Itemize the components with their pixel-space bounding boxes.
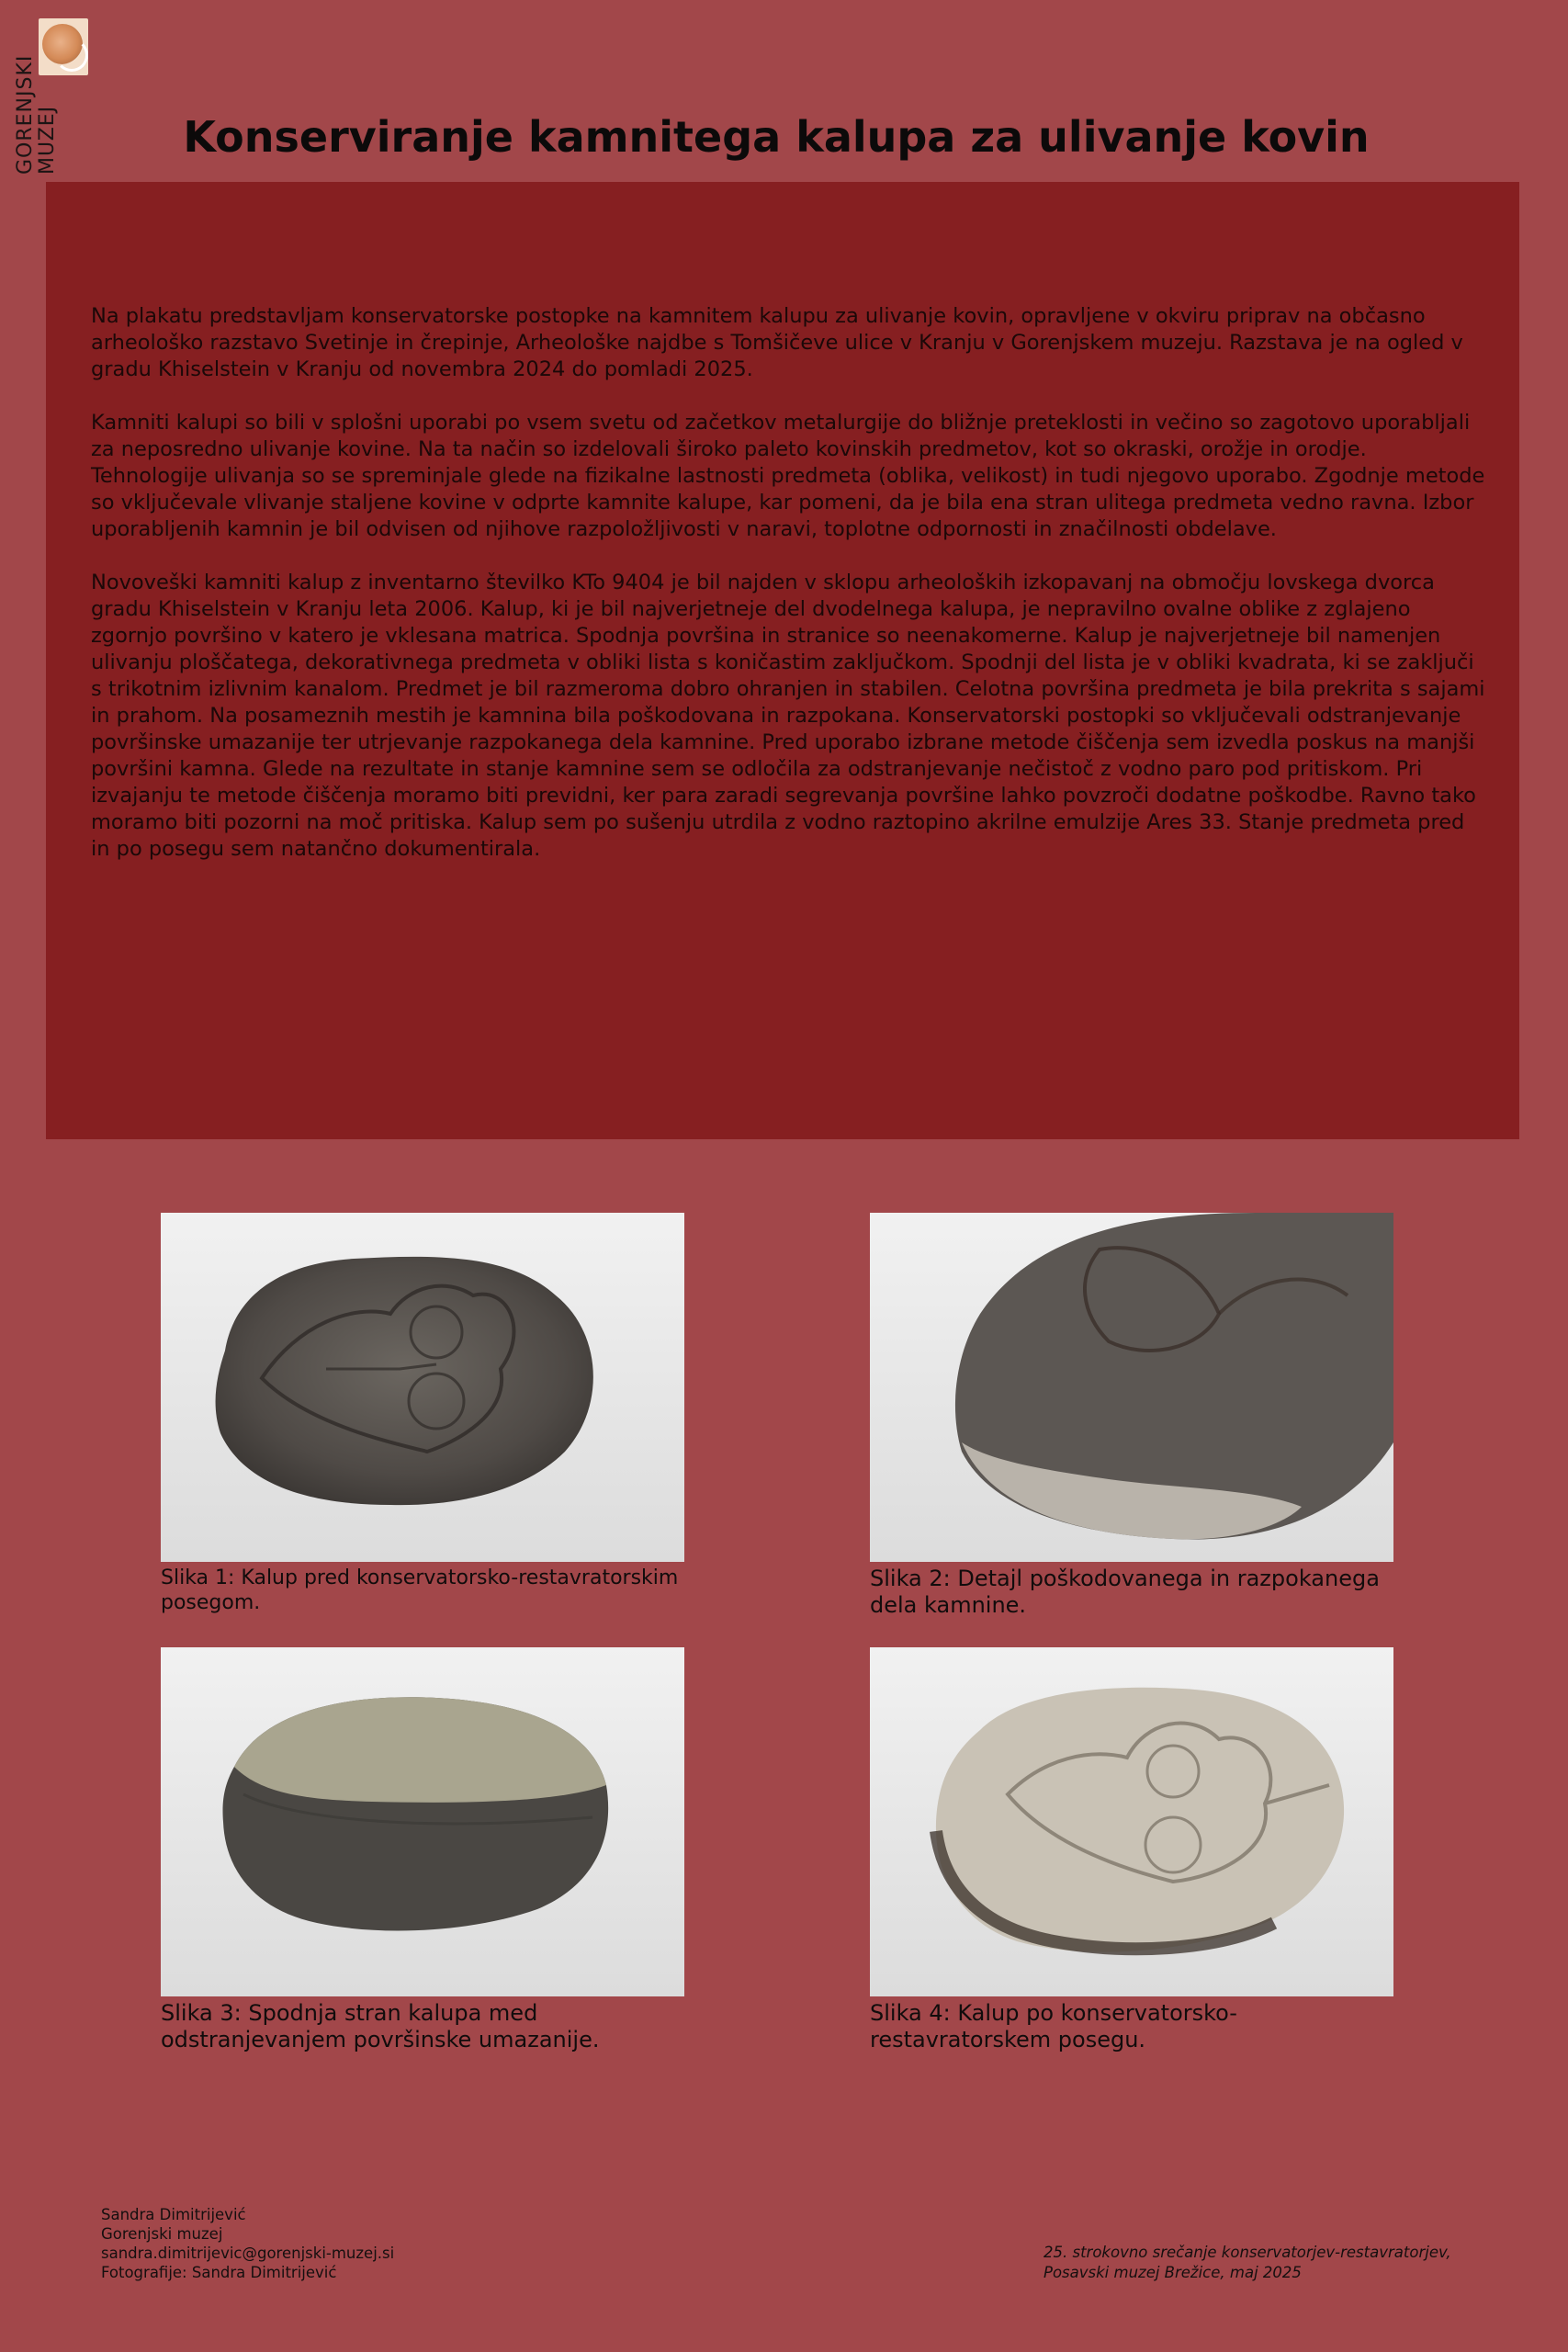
figure-2-photo — [870, 1213, 1393, 1562]
figure-3-photo — [161, 1647, 684, 1996]
intro-text — [91, 303, 1487, 889]
event-info — [1043, 2243, 1451, 2283]
intro-paragraph: Novoveški kamniti kalup z inventarno številko KTo 9404 je bil najden v sklopu arheoloških izkopavanj na območju lovskega dvorca gradu Khiselstein v Kranju leta 2006. Kalup, ki je bil najverjetneje del dvodelnega kalupa, je nepravilno ovalne oblike z zglajeno zgornjo površino v katero je vklesana matrica. Spodnja površina in stranice so neenakomerne. Kalup je najverjetneje bil namenjen ulivanju ploščatega, dekorativnega predmeta v obliki lista s koničastim zaključkom. Spodnji del lista je v obliki kvadrata, ki se zaključi s trikotnim izlivnim kanalom. Predmet je bil razmeroma dobro ohranjen in stabilen. Celotna površina predmeta je bila prekrita s sajami in prahom. Na posameznih mestih je kamnina bila poškodovana in razpokana. Konservatorski postopki so vključevali odstranjevanje površinske umazanije ter utrjevanje razpokanega dela kamnine. Pred uporabo izbrane metode čiščenja sem izvedla poskus na manjši površini kamna. Glede na rezultate in stanje kamnine sem se odločila za odstranjevanje nečistoč z vodno paro pod pritiskom. Pri izvajanju te metode čiščenja moramo biti previdni, ker para zaradi segrevanja površine lahko povzroči dodatne poškodbe. Ravno tako moramo biti pozorni na moč pritiska. Kalup sem po sušenju utrdila z vodno raztopino akrilne emulzije Ares 33. Stanje predmeta pred in po posegu sem natančno dokumentirala. — [91, 571, 1485, 861]
intro-paragraph: Na plakatu predstavljam konservatorske postopke na kamnitem kalupu za ulivanje kovin, opravljene v okviru priprav na občasno arheološko razstavo Svetinje in črepinje, Arheološke najdbe s Tomšičeve ulice v Kranju v Gorenjskem muzeju. Razstava je na ogled v gradu Khiselstein v Kranju od novembra 2024 do pomladi 2025. — [91, 304, 1463, 381]
figure-1-photo — [161, 1213, 684, 1562]
figure-4-photo — [870, 1647, 1393, 1996]
figure-1-caption: Slika 1: Kalup pred konservatorsko-restavratorskim posegom. — [161, 1566, 679, 1614]
figure-4-caption: Slika 4: Kalup po konservatorsko-restavratorskem posegu. — [870, 2000, 1237, 2052]
figure-3-caption: Slika 3: Spodnja stran kalupa med odstranjevanjem površinske umazanije. — [161, 2000, 600, 2052]
photo-credit: Fotografije: Sandra Dimitrijević — [101, 2264, 337, 2281]
logo-line-2: MUZEJ — [36, 105, 59, 175]
event-line-1: 25. strokovno srečanje konservatorjev-restavratorjev, — [1043, 2244, 1451, 2261]
author-email: sandra.dimitrijevic@gorenjski-muzej.si — [101, 2245, 395, 2262]
poster-title: Konserviranje kamnitega kalupa za ulivanje kovin — [183, 112, 1370, 162]
event-line-2: Posavski muzej Brežice, maj 2025 — [1043, 2264, 1302, 2281]
intro-paragraph: Kamniti kalupi so bili v splošni uporabi po vsem svetu od začetkov metalurgije do bližnje preteklosti in večino so zagotovo uporabljali za neposredno ulivanje kovine. Na ta način so izdelovali široko paleto kovinskih predmetov, kot so okraski, orožje in orodje. Tehnologije ulivanja so se spreminjale glede na fizikalne lastnosti predmeta (oblika, velikost) in tudi njegovo uporabo. Zgodnje metode so vključevale vlivanje staljene kovine v odprte kamnite kalupe, kar pomeni, da je bila ena stran ulitega predmeta vedno ravna. Izbor uporabljenih kamnin je bil odvisen od njihove razpoložljivosti v naravi, toplotne odpornosti in značilnosti obdelave. — [91, 411, 1485, 541]
author-name: Sandra Dimitrijević — [101, 2206, 246, 2223]
figure-3 — [161, 1647, 684, 2053]
author-info — [101, 2205, 394, 2282]
logo-line-1: GORENJSKI — [14, 54, 37, 175]
author-institution: Gorenjski muzej — [101, 2225, 223, 2243]
figure-2-caption: Slika 2: Detajl poškodovanega in razpokanega dela kamnine. — [870, 1566, 1380, 1618]
figure-1 — [161, 1213, 684, 1615]
figure-4 — [870, 1647, 1393, 2053]
figure-2 — [870, 1213, 1393, 1619]
